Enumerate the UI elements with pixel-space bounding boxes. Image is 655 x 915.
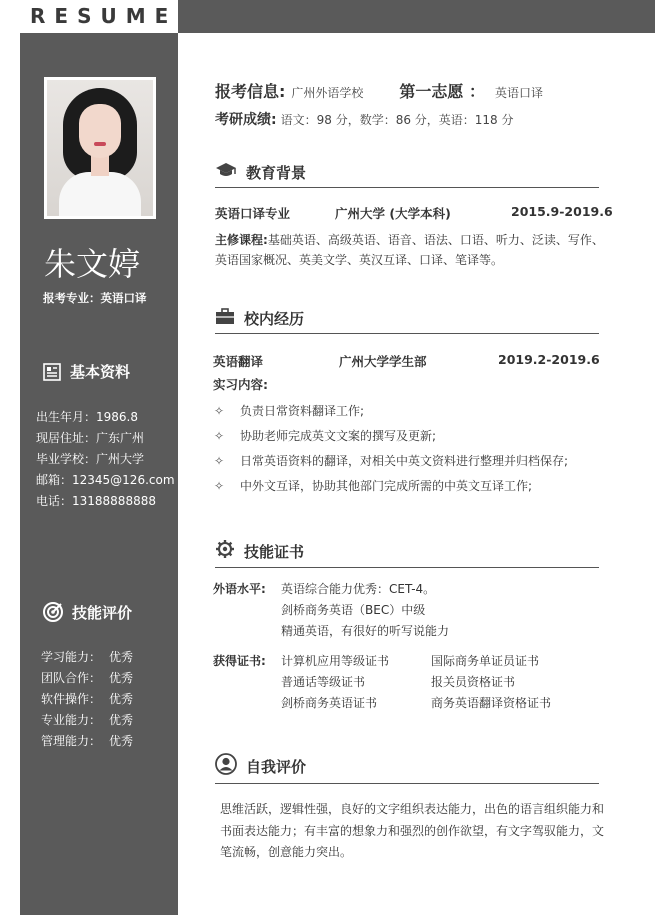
exam-scores: 语文：98 分，数学：86 分，英语：118 分 — [280, 113, 514, 127]
campus-period: 2019.2-2019.6 — [498, 352, 600, 367]
list-item: 学习能力： 优秀 — [41, 650, 134, 664]
education-title: 教育背景 — [246, 163, 307, 182]
sidebar — [20, 33, 178, 915]
profile-photo — [47, 80, 153, 216]
skills-title: 技能证书 — [244, 542, 305, 561]
edu-period: 2015.9-2019.6 — [511, 204, 613, 219]
top-banner — [178, 0, 655, 33]
list-item: ✧ 负责日常资料翻译工作; — [214, 399, 568, 424]
first-choice-label: 第一志愿 ： — [399, 82, 485, 101]
exam-scores-label: 考研成绩: — [215, 112, 277, 128]
list-item: 专业能力： 优秀 — [41, 713, 134, 727]
user-icon — [215, 753, 237, 779]
basic-info-title: 基本资料 — [70, 363, 131, 381]
list-item: 剑桥商务英语（BEC）中级 — [281, 603, 426, 617]
list-item: 软件操作： 优秀 — [41, 692, 134, 706]
skill-eval-heading — [42, 601, 132, 623]
profile-photo-frame — [44, 77, 156, 219]
phone: 电话：13188888888 — [36, 494, 156, 508]
self-eval-text: 思维活跃，逻辑性强，良好的文字组织表达能力，出色的语言组织能力和 书面表达能力；有丰富的想象力和强烈的创作欲望，有文字驾驭能力，文 笔流畅，创意能力突出。 — [220, 802, 605, 859]
diamond-bullet-icon: ✧ — [214, 479, 225, 493]
edu-major: 英语口译专业 — [215, 206, 291, 221]
list-item: ✧ 日常英语资料的翻译，对相关中英文资料进行整理并归档保存; — [214, 449, 568, 474]
list-item: ✧ 中外文互译，协助其他部门完成所需的中英文互译工作; — [214, 474, 568, 499]
email: 邮箱：12345@126.com — [36, 473, 175, 487]
content-label: 实习内容: — [213, 377, 268, 392]
skills-heading — [215, 539, 599, 568]
campus-title: 校内经历 — [244, 309, 305, 328]
courses-line-1: 基础英语、高级英语、语音、语法、口语、听力、泛读、写作、 — [267, 233, 604, 247]
diamond-bullet-icon: ✧ — [214, 454, 225, 468]
skill-eval-list — [41, 647, 133, 752]
campus-role: 英语翻译 — [213, 354, 264, 369]
self-eval-title: 自我评价 — [246, 757, 307, 776]
list-item: 团队合作： 优秀 — [41, 671, 134, 685]
diamond-bullet-icon: ✧ — [214, 404, 225, 418]
target-icon — [42, 601, 64, 623]
birth-date: 出生年月：1986.8 — [36, 410, 138, 424]
basic-info-list — [36, 407, 175, 512]
certificates-label: 获得证书: — [213, 654, 266, 668]
list-item: 精通英语，有很好的听写说能力 — [281, 624, 450, 638]
duty-list — [214, 399, 568, 499]
resume-title: RESUME — [30, 4, 178, 28]
briefcase-icon — [215, 307, 235, 329]
list-item: 计算机应用等级证书 — [281, 654, 390, 668]
apply-school: 广州外语学校 — [291, 86, 364, 100]
graduation-cap-icon — [215, 161, 237, 183]
campus-org: 广州大学学生部 — [339, 354, 427, 369]
exam-scores-line — [215, 109, 514, 129]
language-level — [213, 579, 613, 645]
list-item: 国际商务单证员证书 — [431, 654, 540, 668]
apply-major: 报考专业：英语口译 — [43, 291, 147, 305]
main-content — [178, 33, 655, 915]
apply-info-line — [215, 79, 543, 102]
diamond-bullet-icon: ✧ — [214, 429, 225, 443]
list-item: 商务英语翻译资格证书 — [431, 696, 552, 710]
education-heading — [215, 161, 599, 188]
first-choice-value: 英语口译 — [495, 86, 544, 100]
campus-heading — [215, 307, 599, 334]
list-item: 剑桥商务英语证书 — [281, 696, 378, 710]
apply-info-label: 报考信息: — [215, 82, 286, 101]
id-card-icon — [42, 362, 62, 382]
list-item: 普通话等级证书 — [281, 675, 366, 689]
basic-info-heading — [42, 361, 130, 382]
graduate-school: 毕业学校：广州大学 — [36, 452, 145, 466]
list-item: 报关员资格证书 — [431, 675, 516, 689]
list-item: ✧ 协助老师完成英文文案的撰写及更新; — [214, 424, 568, 449]
edu-school: 广州大学 (大学本科) — [335, 206, 451, 221]
certificates — [213, 651, 613, 717]
courses-line-2: 英语国家概况、英美文学、英汉互译、口译、笔译等。 — [215, 253, 504, 267]
skill-eval-title: 技能评价 — [72, 603, 133, 622]
list-item: 英语综合能力优秀：CET-4。 — [281, 582, 436, 596]
list-item: 管理能力： 优秀 — [41, 734, 134, 748]
courses-label: 主修课程: — [215, 233, 268, 247]
self-eval-heading — [215, 753, 599, 784]
address: 现居住址：广东广州 — [36, 431, 145, 445]
candidate-name: 朱文婷 — [44, 245, 141, 283]
gear-icon — [215, 539, 235, 563]
edu-courses — [215, 230, 604, 270]
language-label: 外语水平: — [213, 582, 266, 596]
